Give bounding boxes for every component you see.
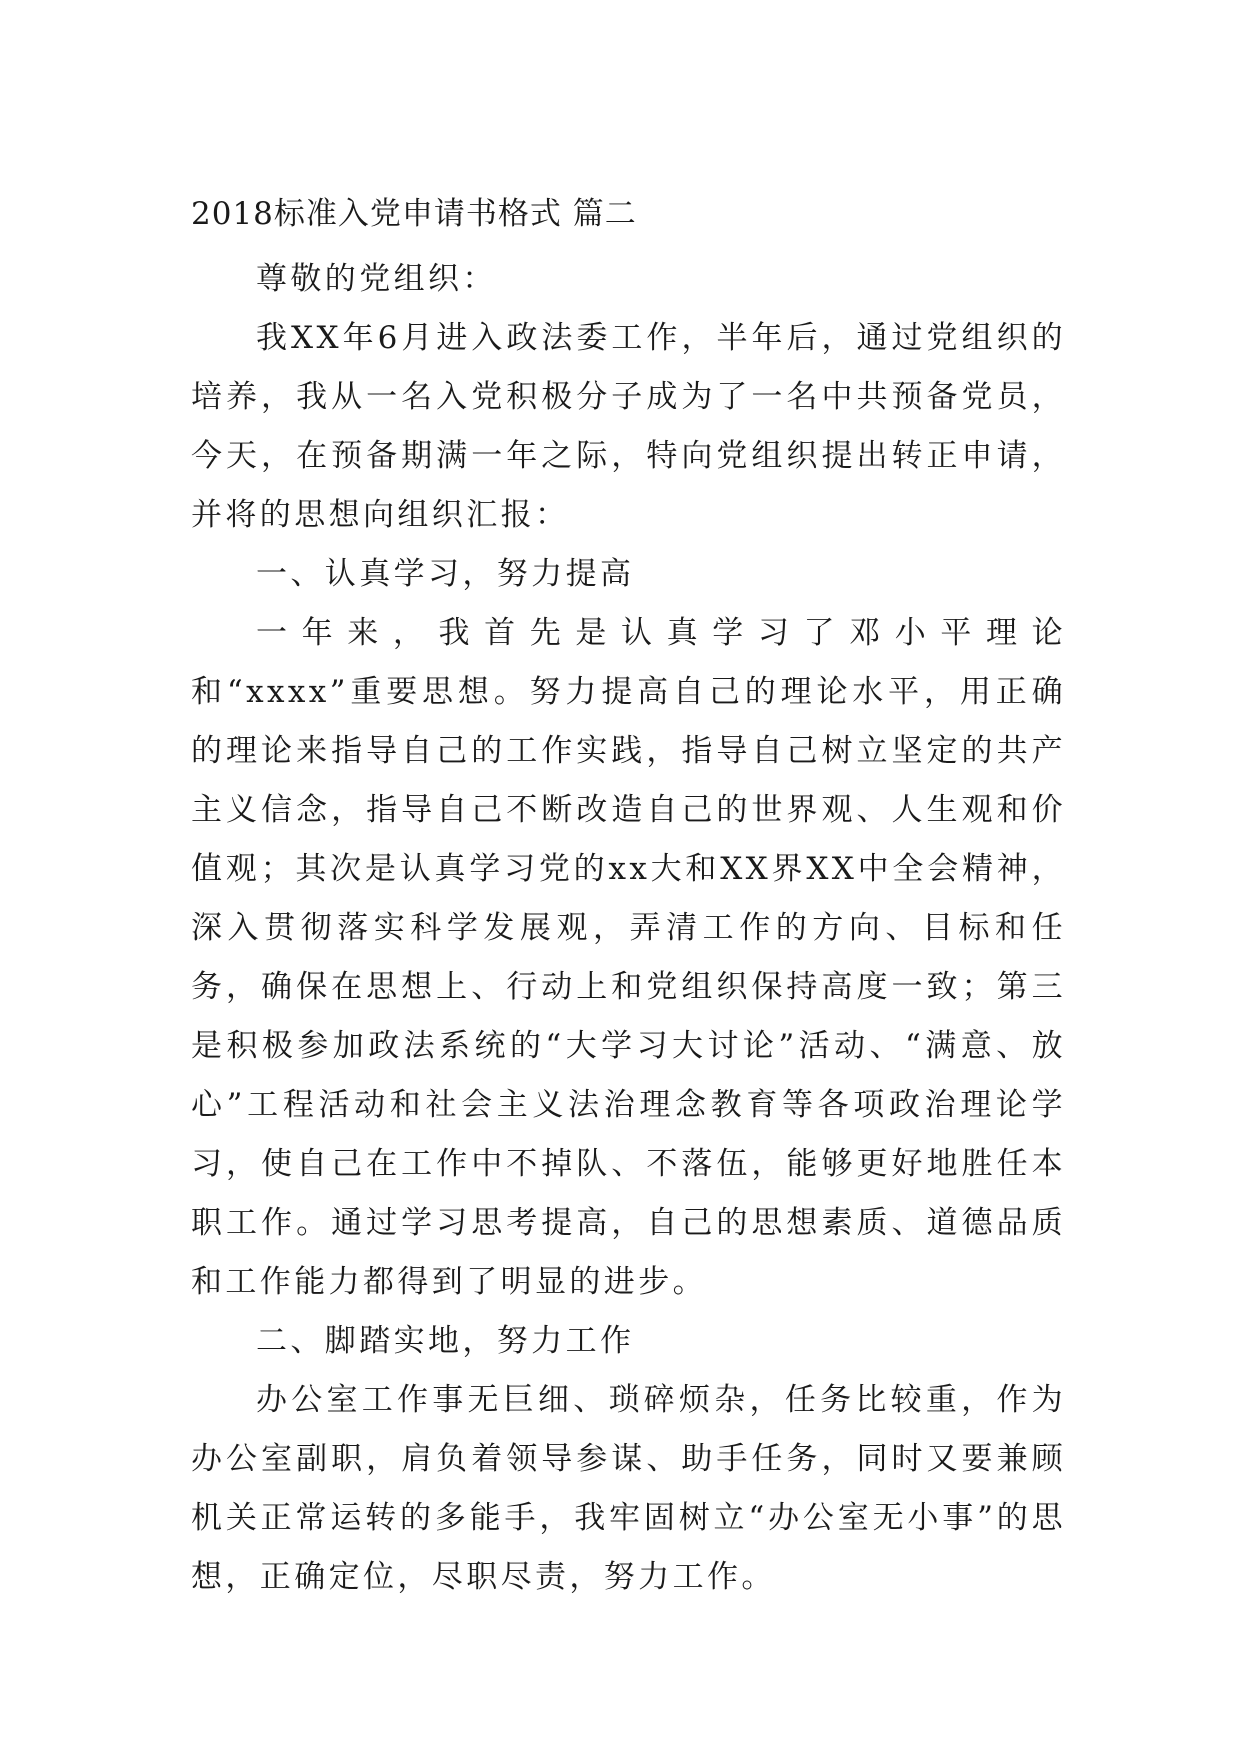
document-title: 2018标准入党申请书格式 篇二 <box>191 196 637 232</box>
salutation: 尊敬的党组织： <box>256 261 497 297</box>
paragraph-study: 一年来，我首先是认真学习了邓小平理论和“xxxx”重要思想。努力提高自己的理论水平，用正确的理论来指导自己的工作实践，指导自己树立坚定的共产主义信念，指导自己不断改造自己的世界观、人生观和价值观；其次是认真学习党的xx大和XX界XX中全会精神，深入贯彻落实科学发展观，弄清工作的方向、目标和任务，确保在思想上、行动上和党组织保持高度一致；第三是积极参加政法系统的“大学习大讨论”活动、“满意、放心”工程活动和社会主义法治理念教育等各项政治理论学习，使自己在工作中不掉队、不落伍，能够更好地胜任本职工作。通过学习思考提高，自己的思想素质、道德品质和工作能力都得到了明显的进步。 <box>191 615 1066 1300</box>
document-body <box>191 250 1066 1607</box>
section-heading-1: 一、认真学习，努力提高 <box>256 556 635 592</box>
paragraph-intro: 我XX年6月进入政法委工作，半年后，通过党组织的培养，我从一名入党积极分子成为了一名中共预备党员，今天，在预备期满一年之际，特向党组织提出转正申请，并将的思想向组织汇报： <box>191 320 1066 533</box>
section-heading-2: 二、脚踏实地，努力工作 <box>256 1323 635 1359</box>
paragraph-work: 办公室工作事无巨细、琐碎烦杂，任务比较重，作为办公室副职，肩负着领导参谋、助手任务，同时又要兼顾机关正常运转的多能手，我牢固树立“办公室无小事”的思想，正确定位，尽职尽责，努力工作。 <box>191 1382 1066 1595</box>
